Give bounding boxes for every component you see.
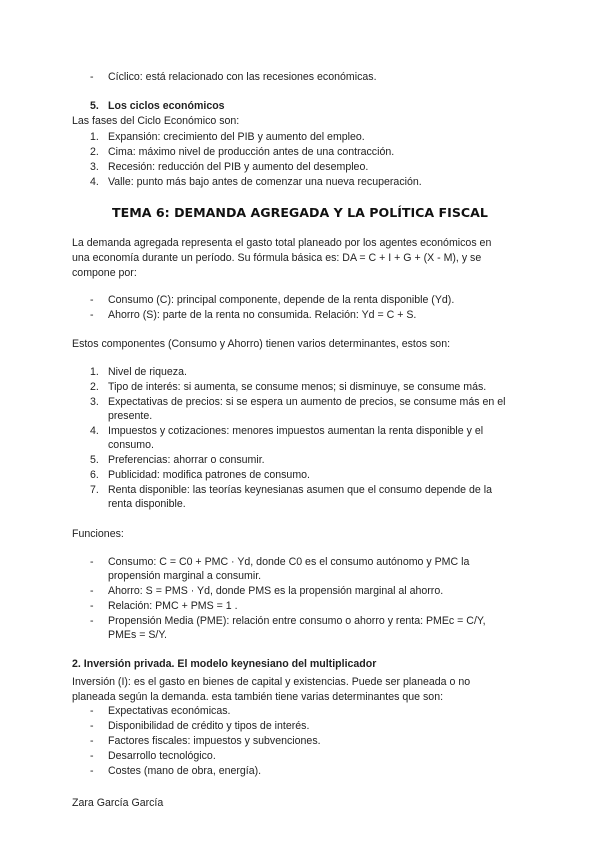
list-item-text: Consumo: C = C0 + PMC · Yd, donde C0 es el consumo autónomo y PMC la bbox=[108, 556, 470, 568]
paragraph-line: una economía durante un período. Su fórmula básica es: DA = C + I + G + (X - M), y se bbox=[72, 252, 482, 264]
list-marker: 3. bbox=[90, 396, 99, 408]
list-marker: 1. bbox=[90, 366, 99, 378]
section-number: 5. bbox=[90, 100, 99, 112]
list-item-text: Valle: punto más bajo antes de comenzar una nueva recuperación. bbox=[108, 176, 422, 188]
list-item-text: PMEs = S/Y. bbox=[108, 629, 167, 641]
list-marker: - bbox=[90, 705, 94, 717]
list-marker: 4. bbox=[90, 176, 99, 188]
list-marker: - bbox=[90, 585, 94, 597]
list-item-text: Desarrollo tecnológico. bbox=[108, 750, 216, 762]
list-marker: - bbox=[90, 765, 94, 777]
list-marker: - bbox=[90, 71, 94, 83]
section-intro: Las fases del Ciclo Económico son: bbox=[72, 115, 240, 127]
list-item-text: Cima: máximo nivel de producción antes de una contracción. bbox=[108, 146, 395, 158]
footer-author: Zara García García bbox=[72, 797, 164, 809]
paragraph-line: planeada según la demanda. esta también tiene varias determinantes que son: bbox=[72, 691, 444, 703]
list-item-text: Ahorro (S): parte de la renta no consumida. Relación: Yd = C + S. bbox=[108, 309, 417, 321]
list-item-text: Relación: PMC + PMS = 1 . bbox=[108, 600, 238, 612]
list-marker: - bbox=[90, 735, 94, 747]
list-item-text: Recesión: reducción del PIB y aumento del desempleo. bbox=[108, 161, 369, 173]
paragraph-line: La demanda agregada representa el gasto total planeado por los agentes económicos en bbox=[72, 237, 492, 249]
paragraph-line: Estos componentes (Consumo y Ahorro) tienen varios determinantes, estos son: bbox=[72, 338, 451, 350]
list-marker: 2. bbox=[90, 381, 99, 393]
list-marker: - bbox=[90, 600, 94, 612]
list-item-text: Expansión: crecimiento del PIB y aumento del empleo. bbox=[108, 131, 365, 143]
list-item-text: presente. bbox=[108, 410, 153, 422]
list-item-text: Ahorro: S = PMS · Yd, donde PMS es la propensión marginal al ahorro. bbox=[108, 585, 444, 597]
list-item-text: Tipo de interés: si aumenta, se consume menos; si disminuye, se consume más. bbox=[108, 381, 487, 393]
paragraph-line: Inversión (I): es el gasto en bienes de capital y existencias. Puede ser planeada o no bbox=[72, 676, 471, 688]
list-item-text: renta disponible. bbox=[108, 498, 186, 510]
list-marker: - bbox=[90, 309, 94, 321]
list-item-text: Expectativas de precios: si se espera un aumento de precios, se consume más en el bbox=[108, 396, 506, 408]
list-marker: 6. bbox=[90, 469, 99, 481]
list-item-text: Impuestos y cotizaciones: menores impuestos aumentan la renta disponible y el bbox=[108, 425, 484, 437]
list-marker: - bbox=[90, 294, 94, 306]
list-item-text: Nivel de riqueza. bbox=[108, 366, 187, 378]
list-marker: 5. bbox=[90, 454, 99, 466]
list-marker: - bbox=[90, 750, 94, 762]
list-item-text: Costes (mano de obra, energía). bbox=[108, 765, 262, 777]
list-marker: 4. bbox=[90, 425, 99, 437]
list-item-text: consumo. bbox=[108, 439, 154, 451]
list-item-text: Propensión Media (PME): relación entre consumo o ahorro y renta: PMEc = C/Y, bbox=[108, 615, 486, 627]
list-item-text: Consumo (C): principal componente, depende de la renta disponible (Yd). bbox=[108, 294, 455, 306]
list-item-text: propensión marginal a consumir. bbox=[108, 570, 262, 582]
list-item-text: Renta disponible: las teorías keynesianas asumen que el consumo depende de la bbox=[108, 484, 492, 496]
list-marker: - bbox=[90, 556, 94, 568]
chapter-title: TEMA 6: DEMANDA AGREGADA Y LA POLÍTICA FISCAL bbox=[112, 205, 488, 220]
list-marker: - bbox=[90, 615, 94, 627]
section-heading: 2. Inversión privada. El modelo keynesiano del multiplicador bbox=[72, 658, 377, 670]
list-item-text: Expectativas económicas. bbox=[108, 705, 231, 717]
section-heading: Los ciclos económicos bbox=[108, 100, 225, 112]
list-marker: - bbox=[90, 720, 94, 732]
list-item-text: Disponibilidad de crédito y tipos de interés. bbox=[108, 720, 310, 732]
subsection-label: Funciones: bbox=[72, 528, 124, 540]
list-item-text: Factores fiscales: impuestos y subvenciones. bbox=[108, 735, 321, 747]
list-item-text: Preferencias: ahorrar o consumir. bbox=[108, 454, 265, 466]
paragraph-line: compone por: bbox=[72, 267, 137, 279]
list-marker: 7. bbox=[90, 484, 99, 496]
list-marker: 1. bbox=[90, 131, 99, 143]
list-marker: 3. bbox=[90, 161, 99, 173]
list-item-text: Cíclico: está relacionado con las recesiones económicas. bbox=[108, 71, 377, 83]
list-item-text: Publicidad: modifica patrones de consumo. bbox=[108, 469, 310, 481]
list-marker: 2. bbox=[90, 146, 99, 158]
